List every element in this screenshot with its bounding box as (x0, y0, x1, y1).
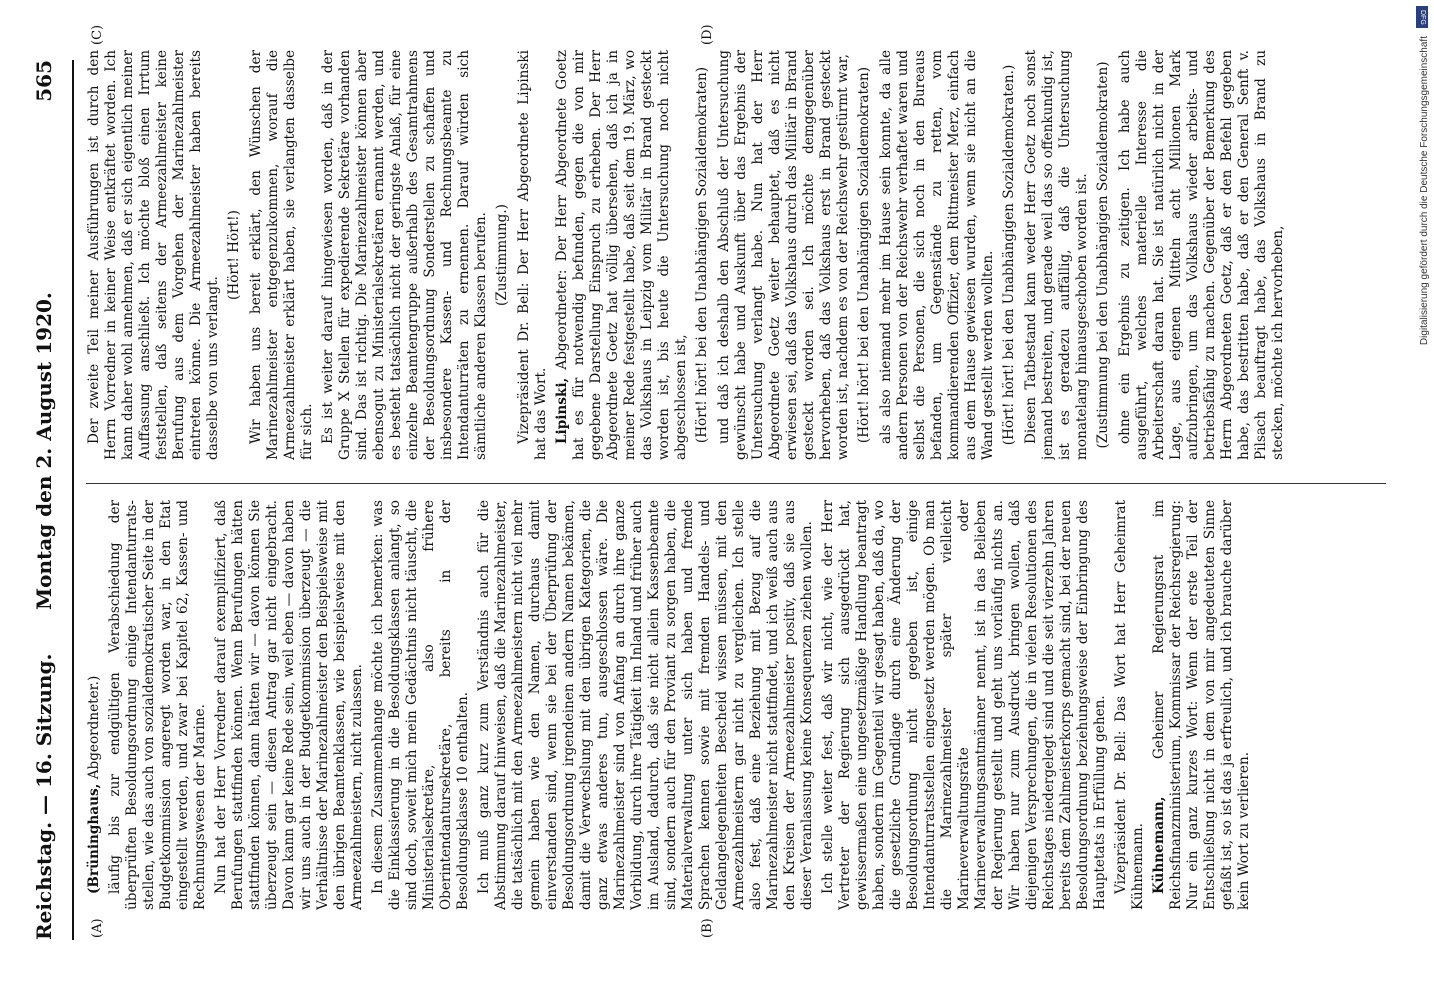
paragraph: Vizepräsident Dr. Bell: Der Herr Abgeordnete Lipinski hat das Wort. (516, 50, 549, 460)
paragraph: Vizepräsident Dr. Bell: Das Wort hat Herr Geheimrat Kühnemann. (1113, 500, 1146, 910)
paragraph: als also niemand mehr im Hause sein konnte, da alle andern Personen von der Reichswehr verhaftet waren und selbst die Personen, die sich noch in den Bureaus befanden, um Gegenstände zu retten, vom kommandierenden Offizier, dem Rittmeister Merz, einfach aus dem Hause gewiesen wurden, wenn sie nicht an die Wand gestellt werden wollten. (878, 50, 996, 460)
speaker-paragraph (554, 50, 690, 460)
paragraph: Der zweite Teil meiner Ausführungen ist durch den Herrn Vorredner in keiner Weise entkräftet worden. Ich kann daher wohl annehmen, daß er sich eigentlich meiner Auffassung anschließt. Ich möchte bloß einen Irrtum feststellen, daß seitens der Armeezahlmeister keine Berufung aus dem Vorgehen der Marinezahlmeister eintreten könne. Die Armeezahlmeister haben bereits dasselbe von uns verlangt. (86, 50, 221, 460)
paragraph: In diesem Zusammenhange möchte ich bemerken: was die Einklassierung in die Besoldungsklassen anlangt, so sind doch, soweit mich mein Gedächtnis nicht täuscht, die Ministerialsekretäre, also frühere Oberintendantursekretäre, bereits in der Besoldungsklasse 10 enthalten. (370, 500, 471, 910)
interjection: (Zustimmung.) (494, 204, 510, 306)
header-date: Montag den 2. August 1920. (32, 292, 56, 610)
paragraph: Es ist weiter darauf hingewiesen worden, daß in der Gruppe X Stellen für expedierende Sekretäre vorhanden sind. Das ist richtig. Die Marinezahlmeister können aber ebensogut zu Ministerialsekretären ernannt werden, und es besteht tatsächlich nicht der geringste Anlaß, für eine einzelne Beamtengruppe außerhalb des Gesamtrahmens der Besoldungsordnung Sonderstellen zu schaffen und insbesondere Kassen- und Rechnungsbeamte zu Intendanturräten zu ernennen. Darauf würden sich sämtliche anderen Klassen berufen. (320, 50, 489, 460)
speaker-paragraph (1151, 500, 1253, 910)
margin-marker-b: (B) (700, 918, 715, 938)
header-session: Reichstag. — 16. Sitzung. (32, 653, 56, 940)
paragraph: Wir haben uns bereit erklärt, den Wünschen der Marinezahlmeister entgegenzukommen, worauf die Armeezahlmeister erklärt haben, sie verlangten dasselbe für sich. (248, 50, 315, 460)
paragraph-text: Abgeordneter: Der Herr Abgeordnete Goetz hat es für notwendig befunden, gegen die von mir gegebene Darstellung Einspruch zu erheben. Der Herr Abgeordnete Goetz hat völlig übersehen, daß ich ja in meiner Rede festgestellt habe, daß seit dem 19. März, wo das Volkshaus in Leipzig vom Militär in Brand gesteckt worden ist, bis heute die Untersuchung noch nicht abgeschlossen ist, (554, 50, 689, 460)
speaker-name: (Brüninghaus, (86, 783, 102, 894)
left-text-column (86, 500, 1386, 910)
interjection: (Hört! hört! bei den Unabhängigen Sozialdemokraten) (694, 66, 710, 444)
interjection: (Zustimmung bei den Unabhängigen Sozialdemokraten) (1095, 61, 1111, 449)
paragraph-text: Geheimer Regierungsrat im Reichsfinanzministerium, Kommissar der Reichsregierung: Nur ein ganz kurzes Wort: Wenn der erste Teil der Entschließung nicht in dem von mir angedeuteten Sinne gefaßt ist, so ist das ja erfreulich, und ich brauche darüber kein Wort zu verlieren. (1151, 500, 1252, 910)
interjection: (Hört! Hört!) (226, 210, 242, 300)
margin-marker-c: (C) (90, 24, 105, 45)
paragraph: Ich muß ganz kurz zum Verständnis auch für die Abstimmung darauf hinweisen, daß die Marinezahlmeister, die tatsächlich mit den Armeezahlmeistern nicht viel mehr gemein haben wie den Namen, durchaus damit einverstanden sind, wenn sie bei der Überprüfung der Besoldungsordnung irgendeinen andern Namen bekämen, damit die Verwechslung mit den übrigen Kategorien, die ganz etwas anderes tun, ausgeschlossen wäre. Die Marinezahlmeister sind von Anfang an durch ihre ganze Vorbildung, durch ihre Tätigkeit im Inland und früher auch im Ausland, dadurch, daß sie nicht allein Kassenbeamte sind, sondern auch für den Proviant zu sorgen haben, die Materialverwaltung unter sich haben und fremde Sprachen kennen sowie mit fremden Handels- und Geldangelegenheiten Bescheid wissen müssen, mit den Armeezahlmeistern gar nicht zu vergleichen. Ich stelle also fest, daß eine Beziehung mit Bezug auf die Marinezahlmeister nicht stattfindet, und ich weiß auch aus den Kreisen der Armeezahlmeister positiv, daß sie aus dieser Veranlassung keine Konsequenzen ziehen wollen. (476, 500, 815, 910)
paragraph: läufig bis zur endgültigen Verabschiedung der überprüften Besoldungsordnung einige Intendanturrats-stellen, wie das auch von sozialdemokratischer Seite in der Budgetkommission angeregt worden war, in den Etat eingestellt werden, und zwar bei Kapitel 62, Kassen- und Rechnungswesen der Marine. (107, 500, 208, 910)
page-header (32, 60, 60, 940)
interjection: (Hört! hört! bei den Unabhängigen Sozialdemokraten) (856, 66, 872, 444)
digitization-note: Digitalisierung gefördert durch die Deutsche Forschungsgemeinschaft (1419, 36, 1430, 346)
paragraph: Nun hat der Herr Vorredner darauf exemplifiziert, daß Berufungen stattfinden können. Wenn Berufungen hätten stattfinden können, dann hätten wir — davon können Sie überzeugt sein — diesen Antrag gar nicht eingebracht. Davon kann gar keine Rede sein, weil eben — davon haben wir uns auch in der Budgetkommission überzeugt — die Verhältnisse der Marinezahlmeister den Beispielsweise mit den übrigen Beamtenklassen, wie beispielsweise mit den Armeezahlmeistern, nicht zulassen. (213, 500, 365, 910)
paragraph: und daß ich deshalb den Abschluß der Untersuchung gewünscht habe und Auskunft über das Ergebnis der Untersuchung verlangt habe. Nun hat der Herr Abgeordnete Goetz weiter behauptet, daß es nicht erwiesen sei, daß das Volkshaus durch das Militär in Brand gesteckt worden sei. Ich möchte demgegenüber hervorheben, daß das Volkshaus erst in Brand gesteckt worden ist, nachdem es von der Reichswehr gestürmt war, (716, 50, 851, 460)
paragraph: Ich stelle weiter fest, daß wir nicht, wie der Herr Vertreter der Regierung sich ausgedrückt hat, gewissermaßen eine ungesetzmäßige Handlung beantragt haben, sondern im Gegenteil wir gesagt haben, daß da, wo die gesetzliche Grundlage durch eine Änderung der Besoldungsordnung nicht gegeben ist, einige Intendanturratsstellen eingesetzt werden mögen. Ob man die Marinezahlmeister später vielleicht Marineverwaltungsräte oder Marineverwaltungsamtmänner nennt, ist in das Belieben der Regierung gestellt und geht uns vorläufig nichts an. Wir haben nur zum Ausdruck bringen wollen, daß diejenigen Versprechungen, die in vielen Resolutionen des Reichstages niedergelegt sind und die seit vierzehn Jahren bereits dem Zahlmeisterkorps gemacht sind, bei der neuen Besoldungsordnung beziehungsweise der Einbringung des Hauptetats in Erfüllung gehen. (820, 500, 1108, 910)
margin-marker-a: (A) (90, 918, 105, 938)
speaker-paragraph (86, 500, 103, 910)
column-divider (86, 483, 1386, 484)
margin-marker-d: (D) (700, 24, 715, 45)
paragraph: Diesen Tatbestand kann weder Herr Goetz noch sonst jemand bestreiten, und gerade weil das so offenkundig ist, ist es geradezu auffällig, daß die Untersuchung monatelang hinausgeschoben worden ist. (1023, 50, 1090, 460)
page-number: 565 (32, 60, 56, 102)
paragraph: ohne ein Ergebnis zu zeitigen. Ich habe auch ausgeführt, welches materielle Interesse die Arbeiterschaft daran hat. Sie ist natürlich nicht in der Lage, aus eigenen Mitteln acht Millionen Mark aufzubringen, um das Volkshaus wieder arbeits- und betriebsfähig zu machen. Gegenüber der Bemerkung des Herrn Abgeordneten Goetz, daß er den Befehl gegeben habe, das bestritten habe, daß er den General Senft v. Pilsach beauftragt habe, das Volkshaus in Brand zu stecken, möchte ich hervorheben, (1117, 50, 1286, 460)
paragraph-text: Abgeordneter.) (86, 675, 102, 784)
dfg-logo: DFG (1416, 6, 1428, 28)
interjection: (Hört! hört! bei den Unabhängigen Sozialdemokraten.) (1001, 64, 1017, 446)
header-rule (72, 60, 74, 940)
speaker-name: Lipinski, (554, 377, 570, 444)
right-text-column (86, 50, 1386, 460)
speaker-name: Kühnemann, (1151, 796, 1167, 894)
